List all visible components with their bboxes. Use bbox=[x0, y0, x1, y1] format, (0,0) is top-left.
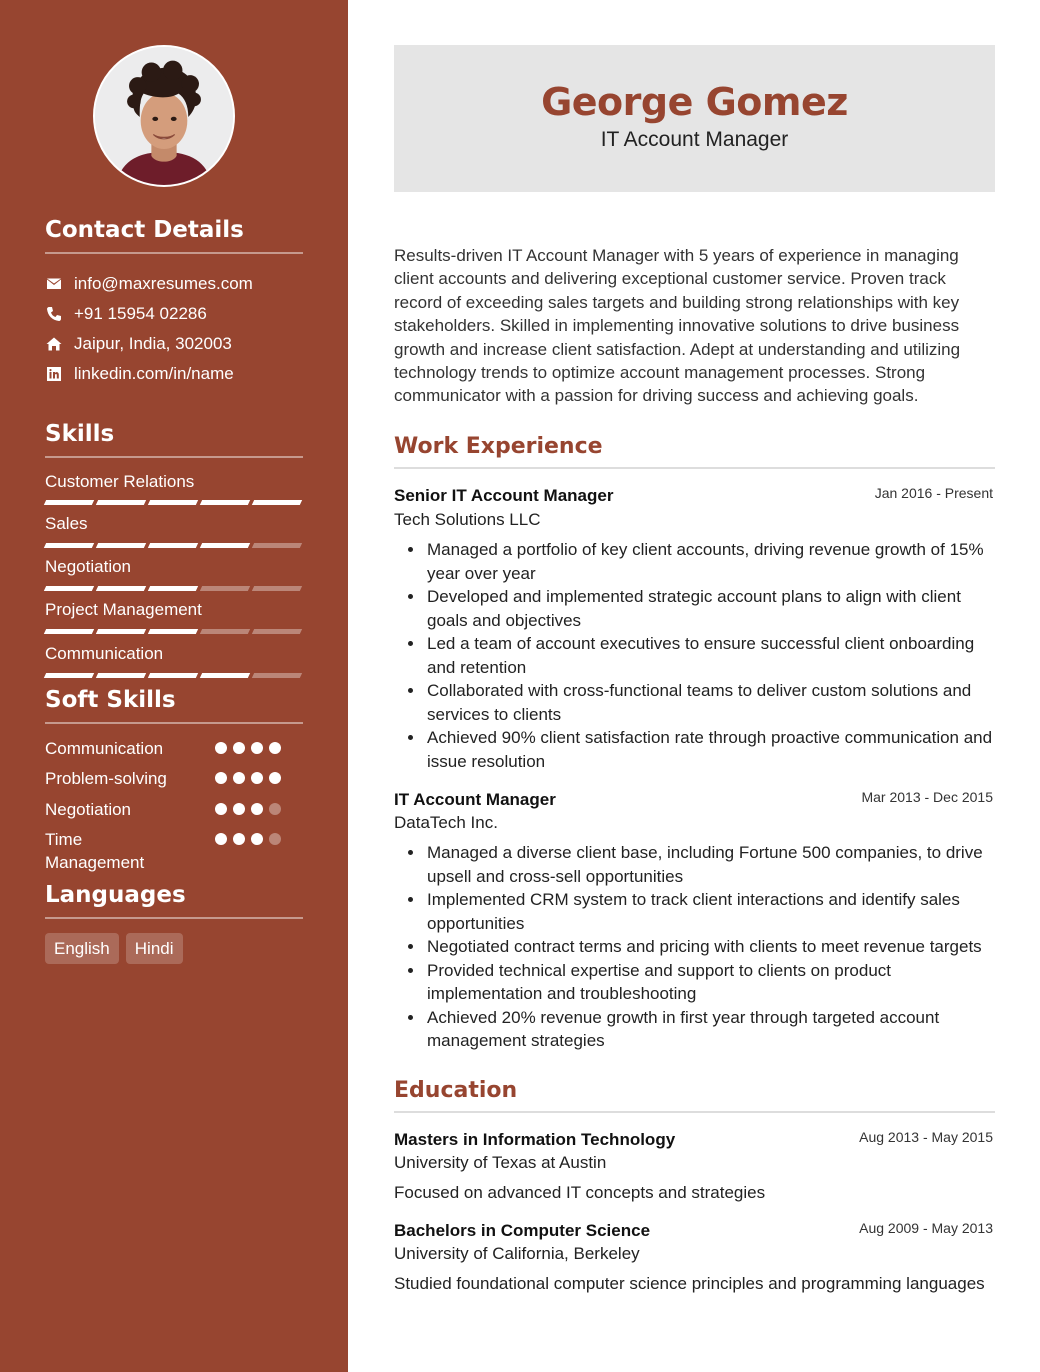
section-divider bbox=[45, 252, 303, 254]
skill-level-segment bbox=[148, 673, 198, 678]
soft-skill-rating bbox=[215, 742, 281, 754]
language-chip: Hindi bbox=[126, 933, 183, 964]
candidate-name: George Gomez bbox=[541, 80, 848, 124]
job-title: Senior IT Account Manager bbox=[394, 486, 614, 505]
skill-level-bar bbox=[45, 673, 301, 678]
education-heading: Education bbox=[394, 1078, 518, 1103]
skill-level-segment bbox=[200, 586, 250, 591]
degree-title: Masters in Information Technology bbox=[394, 1130, 676, 1149]
skill-level-segment bbox=[96, 673, 146, 678]
rating-dot bbox=[251, 772, 263, 784]
skill-level-segment bbox=[44, 673, 94, 678]
job-company: Tech Solutions LLC bbox=[394, 510, 541, 529]
skill-level-bar bbox=[45, 543, 301, 548]
rating-dot bbox=[251, 833, 263, 845]
education-description: Studied foundational computer science principles and programming languages bbox=[394, 1274, 985, 1293]
rating-dot bbox=[233, 803, 245, 815]
contact-email-text: info@maxresumes.com bbox=[74, 274, 253, 293]
contact-linkedin[interactable] bbox=[45, 363, 234, 385]
contact-email[interactable] bbox=[45, 273, 253, 295]
envelope-icon bbox=[45, 275, 63, 293]
soft-skill-name: Negotiation bbox=[45, 800, 132, 819]
skill-level-segment bbox=[252, 586, 302, 591]
rating-dot bbox=[251, 803, 263, 815]
job-bullet: Collaborated with cross-functional teams to deliver custom solutions and services to clients bbox=[394, 679, 995, 726]
contact-heading: Contact Details bbox=[45, 217, 244, 243]
soft-skill-name: Problem-solving bbox=[45, 769, 167, 788]
job-bullet: Developed and implemented strategic account plans to align with client goals and objectives bbox=[394, 585, 995, 632]
skill-level-segment bbox=[200, 629, 250, 634]
school-name: University of California, Berkeley bbox=[394, 1244, 640, 1263]
skill-level-segment bbox=[200, 673, 250, 678]
profile-summary: Results-driven IT Account Manager with 5 years of experience in managing client accounts and delivering exceptional customer service. Proven track record of exceeding sales targets and building strong relationships with key stakeholders. Skilled in implementing innovative solutions to drive business growth and increase client satisfaction. Adept at understanding and utilizing technology trends to optimize account management processes. Strong communicator with a passion for driving success and achieving goals. bbox=[394, 246, 961, 406]
soft-skill-name: Communication bbox=[45, 739, 164, 758]
job-bullet: Managed a portfolio of key client accounts, driving revenue growth of 15% year over year bbox=[394, 538, 995, 585]
education-dates: Aug 2009 - May 2013 bbox=[859, 1220, 993, 1236]
job-bullet: Led a team of account executives to ensure successful client onboarding and retention bbox=[394, 632, 995, 679]
job-bullet: Managed a diverse client base, including Fortune 500 companies, to drive upsell and cross-sell opportunities bbox=[394, 841, 995, 888]
education-description: Focused on advanced IT concepts and strategies bbox=[394, 1183, 766, 1202]
skill-level-segment bbox=[44, 586, 94, 591]
soft-skills-heading: Soft Skills bbox=[45, 687, 176, 713]
job-bullet: Provided technical expertise and support to clients on product implementation and troubleshooting bbox=[394, 959, 995, 1006]
contact-location-text: Jaipur, India, 302003 bbox=[74, 334, 232, 353]
rating-dot bbox=[233, 742, 245, 754]
skill-level-bar bbox=[45, 500, 301, 505]
section-divider bbox=[45, 456, 303, 458]
skill-level-segment bbox=[200, 543, 250, 548]
rating-dot bbox=[269, 803, 281, 815]
skill-name: Project Management bbox=[45, 600, 202, 619]
school-name: University of Texas at Austin bbox=[394, 1153, 607, 1172]
degree-title: Bachelors in Computer Science bbox=[394, 1221, 651, 1240]
rating-dot bbox=[269, 772, 281, 784]
skill-level-segment bbox=[148, 500, 198, 505]
contact-section bbox=[45, 216, 303, 383]
skill-level-segment bbox=[96, 586, 146, 591]
contact-phone-text: +91 15954 02286 bbox=[74, 304, 207, 323]
rating-dot bbox=[233, 833, 245, 845]
profile-photo bbox=[95, 47, 233, 185]
job-bullet: Achieved 90% client satisfaction rate through proactive communication and issue resolution bbox=[394, 726, 995, 773]
skill-level-segment bbox=[44, 500, 94, 505]
skill-level-segment bbox=[252, 500, 302, 505]
job-company: DataTech Inc. bbox=[394, 813, 498, 832]
candidate-title: IT Account Manager bbox=[600, 128, 789, 151]
rating-dot bbox=[215, 833, 227, 845]
contact-phone[interactable] bbox=[45, 303, 207, 325]
resume-header bbox=[394, 45, 995, 192]
home-icon bbox=[45, 335, 63, 353]
job-title: IT Account Manager bbox=[394, 790, 556, 809]
rating-dot bbox=[251, 742, 263, 754]
skill-level-segment bbox=[44, 543, 94, 548]
job-bullet: Negotiated contract terms and pricing with clients to meet revenue targets bbox=[394, 935, 995, 959]
language-chip: English bbox=[45, 933, 119, 964]
skill-level-segment bbox=[252, 543, 302, 548]
skill-level-segment bbox=[44, 629, 94, 634]
skill-level-segment bbox=[96, 629, 146, 634]
contact-linkedin-text: linkedin.com/in/name bbox=[74, 364, 234, 383]
section-divider bbox=[394, 1111, 995, 1113]
languages-heading: Languages bbox=[45, 882, 186, 908]
rating-dot bbox=[269, 742, 281, 754]
skill-name: Negotiation bbox=[45, 557, 132, 576]
job-bullet: Implemented CRM system to track client interactions and identify sales opportunities bbox=[394, 888, 995, 935]
rating-dot bbox=[215, 742, 227, 754]
skill-level-segment bbox=[200, 500, 250, 505]
language-list bbox=[45, 933, 183, 964]
section-divider bbox=[394, 467, 995, 469]
skill-level-segment bbox=[96, 500, 146, 505]
soft-skill-rating bbox=[215, 803, 281, 815]
soft-skill-rating bbox=[215, 833, 281, 845]
job-bullet: Achieved 20% revenue growth in first year through targeted account management strategies bbox=[394, 1006, 995, 1053]
section-divider bbox=[45, 917, 303, 919]
skill-level-segment bbox=[252, 673, 302, 678]
section-divider bbox=[45, 722, 303, 724]
rating-dot bbox=[269, 833, 281, 845]
skills-section bbox=[45, 420, 303, 663]
job-dates: Mar 2013 - Dec 2015 bbox=[861, 789, 993, 805]
job-dates: Jan 2016 - Present bbox=[874, 485, 993, 501]
skill-level-segment bbox=[148, 586, 198, 591]
phone-icon bbox=[45, 305, 63, 323]
avatar bbox=[93, 45, 235, 187]
skill-level-bar bbox=[45, 629, 301, 634]
rating-dot bbox=[215, 803, 227, 815]
soft-skills-section bbox=[45, 686, 303, 872]
sidebar bbox=[0, 0, 348, 1372]
soft-skill-name: Time Management bbox=[45, 830, 145, 872]
skill-level-bar bbox=[45, 586, 301, 591]
linkedin-icon bbox=[45, 365, 63, 383]
job-bullet-list bbox=[394, 841, 995, 1053]
experience-heading: Work Experience bbox=[394, 434, 603, 459]
skills-heading: Skills bbox=[45, 421, 115, 447]
soft-skill-rating bbox=[215, 772, 281, 784]
skill-level-segment bbox=[252, 629, 302, 634]
skill-level-segment bbox=[148, 629, 198, 634]
job-bullet-list bbox=[394, 538, 995, 773]
languages-section bbox=[45, 881, 303, 958]
rating-dot bbox=[215, 772, 227, 784]
skill-name: Communication bbox=[45, 644, 164, 663]
skill-name: Customer Relations bbox=[45, 472, 195, 491]
contact-location bbox=[45, 333, 232, 355]
skill-name: Sales bbox=[45, 514, 88, 533]
skill-level-segment bbox=[148, 543, 198, 548]
skill-level-segment bbox=[96, 543, 146, 548]
education-dates: Aug 2013 - May 2015 bbox=[859, 1129, 993, 1145]
rating-dot bbox=[233, 772, 245, 784]
